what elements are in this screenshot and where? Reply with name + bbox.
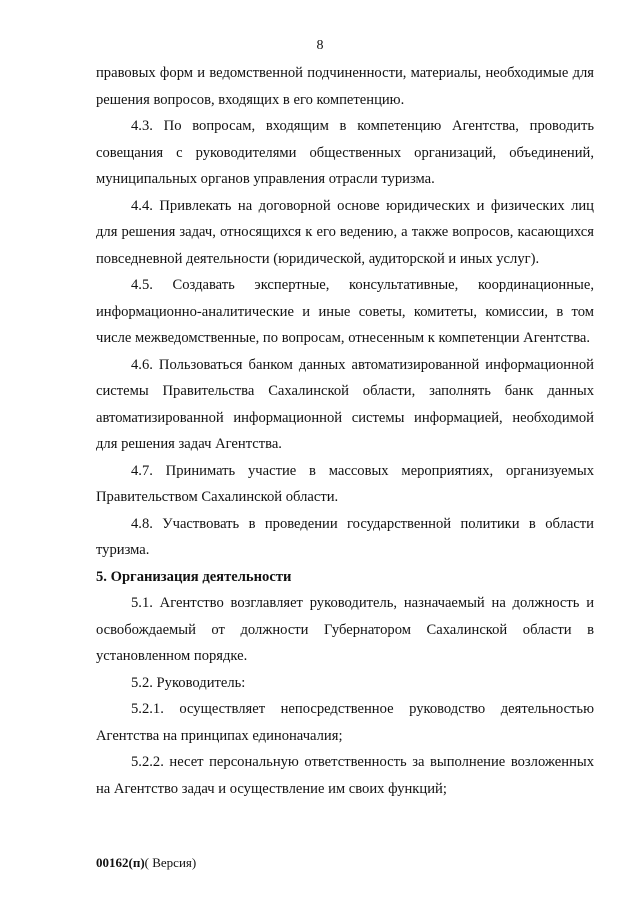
- paragraph-4-6: 4.6. Пользоваться банком данных автоматизированной информационной системы Правительства Сахалинской области, заполнять банк данных автоматизированной информационной системы информацией, необходимой для решения задач Агентства.: [96, 356, 594, 452]
- section-heading: 5. Организация деятельности: [96, 568, 292, 585]
- paragraph-4-7: 4.7. Принимать участие в массовых мероприятиях, организуемых Правительством Сахалинской области.: [96, 462, 594, 505]
- paragraph-5-2-1: 5.2.1. осуществляет непосредственное руководство деятельностью Агентства на принципах единоначалия;: [96, 701, 594, 744]
- document-version: ( Версия): [144, 855, 197, 870]
- paragraph-4-5: 4.5. Создавать экспертные, консультативные, координационные, информационно-аналитические и иные советы, комитеты, комиссии, в том числе межведомственные, по вопросам, отнесенным к компетенции Агентства.: [96, 277, 594, 346]
- document-body: [96, 60, 594, 802]
- paragraph-5-2-2: 5.2.2. несет персональную ответственность за выполнение возложенных на Агентство задач и осуществление им своих функций;: [96, 754, 594, 797]
- document-footer: [96, 855, 196, 871]
- paragraph-4-4: 4.4. Привлекать на договорной основе юридических и физических лиц для решения задач, относящихся к его ведению, а также вопросов, касающихся повседневной деятельности (юридической, аудиторской и иных услуг).: [96, 197, 594, 267]
- paragraph-continuation: правовых форм и ведомственной подчиненности, материалы, необходимые для решения вопросов, входящих в его компетенцию.: [96, 65, 594, 108]
- paragraph-5-2: 5.2. Руководитель:: [131, 674, 246, 691]
- page-number: 8: [316, 38, 324, 53]
- paragraph-4-8: 4.8. Участвовать в проведении государственной политики в области туризма.: [96, 515, 594, 558]
- paragraph-4-3: 4.3. По вопросам, входящим в компетенцию Агентства, проводить совещания с руководителями общественных организаций, объединений, муниципальных органов управления отрасли туризма.: [96, 118, 594, 187]
- paragraph-5-1: 5.1. Агентство возглавляет руководитель, назначаемый на должность и освобождаемый от должности Губернатором Сахалинской области в установленном порядке.: [96, 595, 594, 664]
- document-code: 00162(п): [96, 855, 145, 870]
